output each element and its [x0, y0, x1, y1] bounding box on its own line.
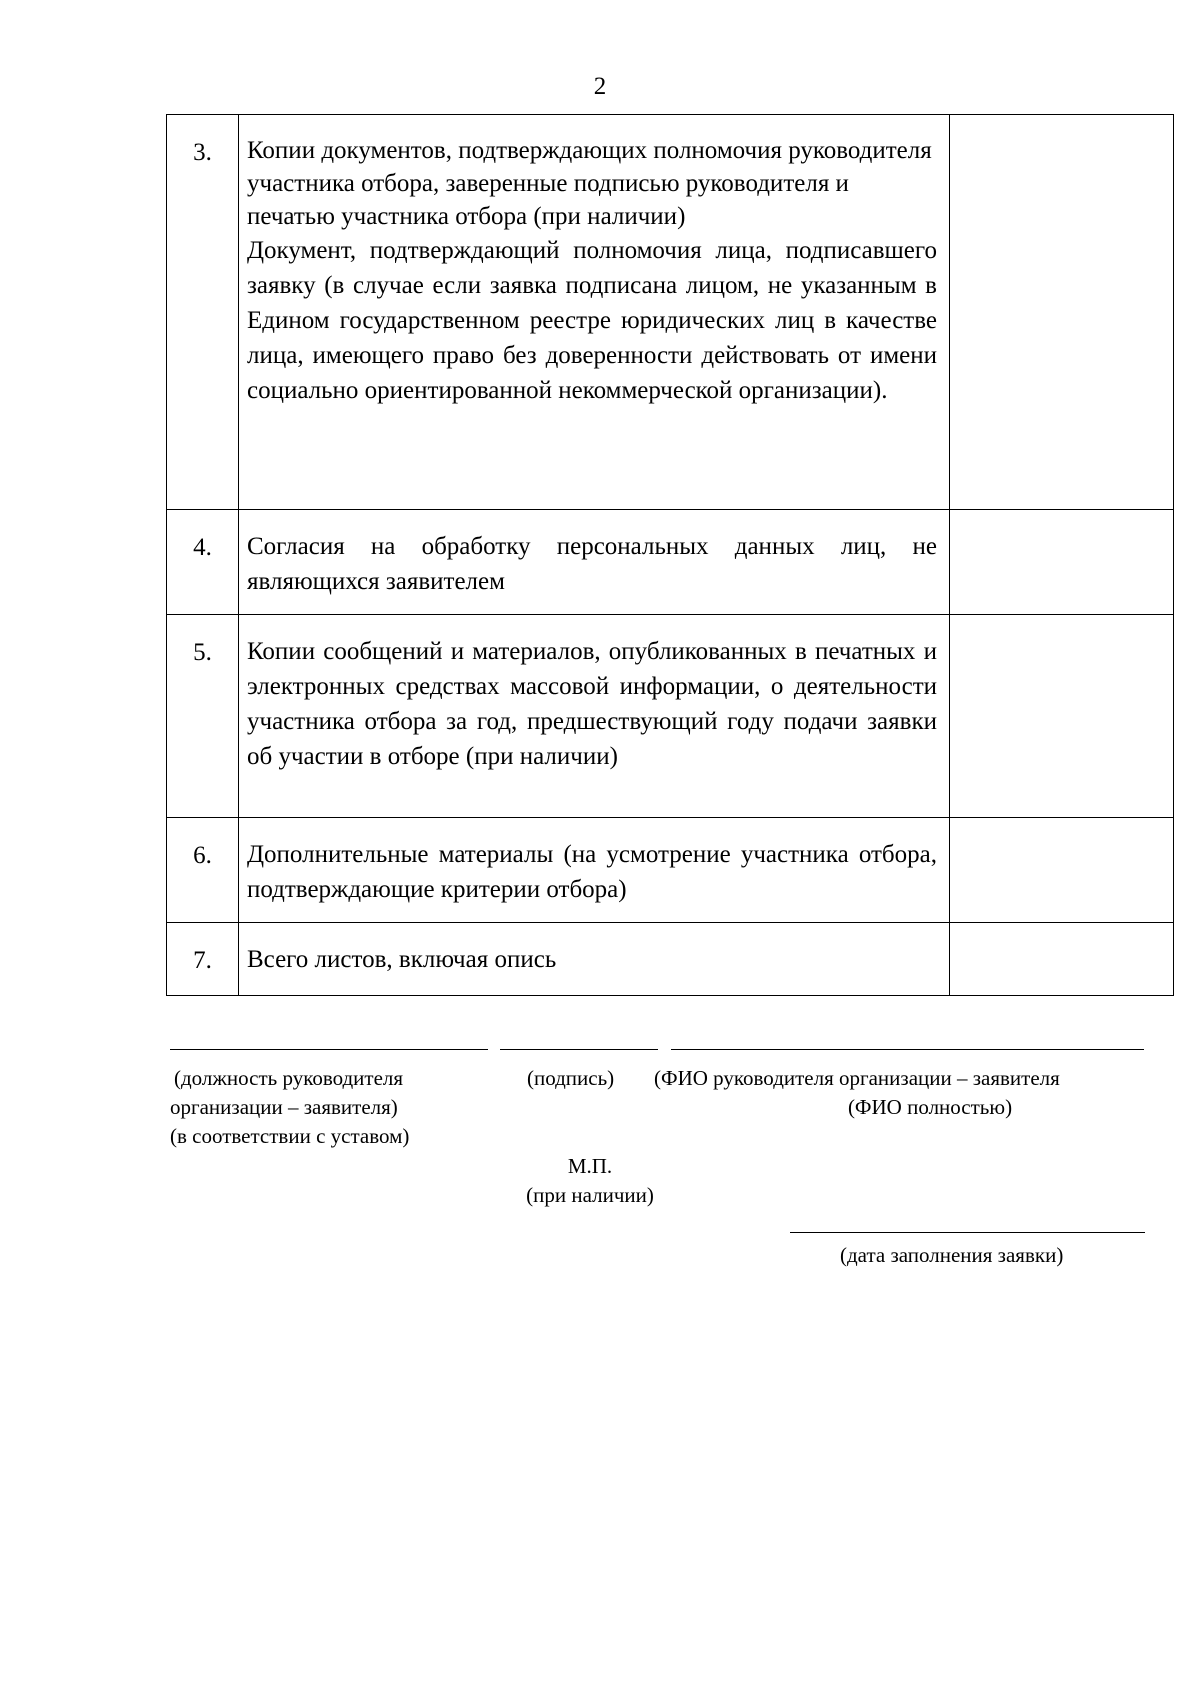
row-mark-cell[interactable] [950, 615, 1174, 818]
row-number: 7. [167, 923, 239, 996]
table-row [167, 818, 1174, 923]
date-line[interactable] [790, 1232, 1145, 1233]
table-row [167, 510, 1174, 615]
fio-label-line2: (ФИО полностью) [847, 1095, 1013, 1119]
fio-signature-line[interactable] [671, 1049, 1144, 1050]
position-label-line2: организации – заявителя) [170, 1095, 398, 1119]
table-row [167, 615, 1174, 818]
row-paragraph: Всего листов, включая опись [247, 946, 557, 973]
documents-table [166, 114, 1174, 996]
row-description [239, 115, 950, 510]
row-number: 6. [167, 818, 239, 923]
table-row [167, 115, 1174, 510]
row-paragraph: Документ, подтверждающий полномочия лица, подписавшего заявку (в случае если заявка подписана лицом, не указанным в Едином государственном реестре юридических лиц в качестве лица, имеющего право без доверенности действовать от имени социально ориентированной некоммерческой организации). [247, 237, 937, 404]
row-mark-cell[interactable] [950, 115, 1174, 510]
row-paragraph: Дополнительные материалы (на усмотрение участника отбора, подтверждающие критерии отбора) [247, 841, 937, 903]
page-number: 2 [593, 73, 607, 100]
position-signature-line[interactable] [170, 1049, 488, 1050]
row-description [239, 818, 950, 923]
stamp-note: (при наличии) [526, 1183, 654, 1207]
row-description [239, 923, 950, 996]
row-number: 5. [167, 615, 239, 818]
row-mark-cell[interactable] [950, 818, 1174, 923]
position-label-line3: (в соответствии с уставом) [170, 1124, 410, 1148]
row-paragraph: Копии сообщений и материалов, опубликованных в печатных и электронных средствах массовой информации, о деятельности участника отбора за год, предшествующий году подачи заявки об участии в отборе (при наличии) [247, 638, 937, 770]
row-description [239, 615, 950, 818]
signature-line[interactable] [500, 1049, 658, 1050]
date-label: (дата заполнения заявки) [840, 1243, 1064, 1267]
row-mark-cell[interactable] [950, 923, 1174, 996]
row-number: 3. [167, 115, 239, 510]
position-label-line1: (должность руководителя [174, 1066, 404, 1090]
table-row [167, 923, 1174, 996]
row-description [239, 510, 950, 615]
fio-label-line1: (ФИО руководителя организации – заявителя [654, 1066, 1060, 1090]
stamp-label: М.П. [567, 1154, 613, 1178]
row-mark-cell[interactable] [950, 510, 1174, 615]
signature-label: (подпись) [527, 1066, 615, 1090]
row-paragraph: Согласия на обработку персональных данных лиц, не являющихся заявителем [247, 533, 937, 595]
row-number: 4. [167, 510, 239, 615]
row-paragraph: Копии документов, подтверждающих полномочия руководителя участника отбора, заверенные подписью руководителя и печатью участника отбора (при наличии) [247, 137, 932, 230]
